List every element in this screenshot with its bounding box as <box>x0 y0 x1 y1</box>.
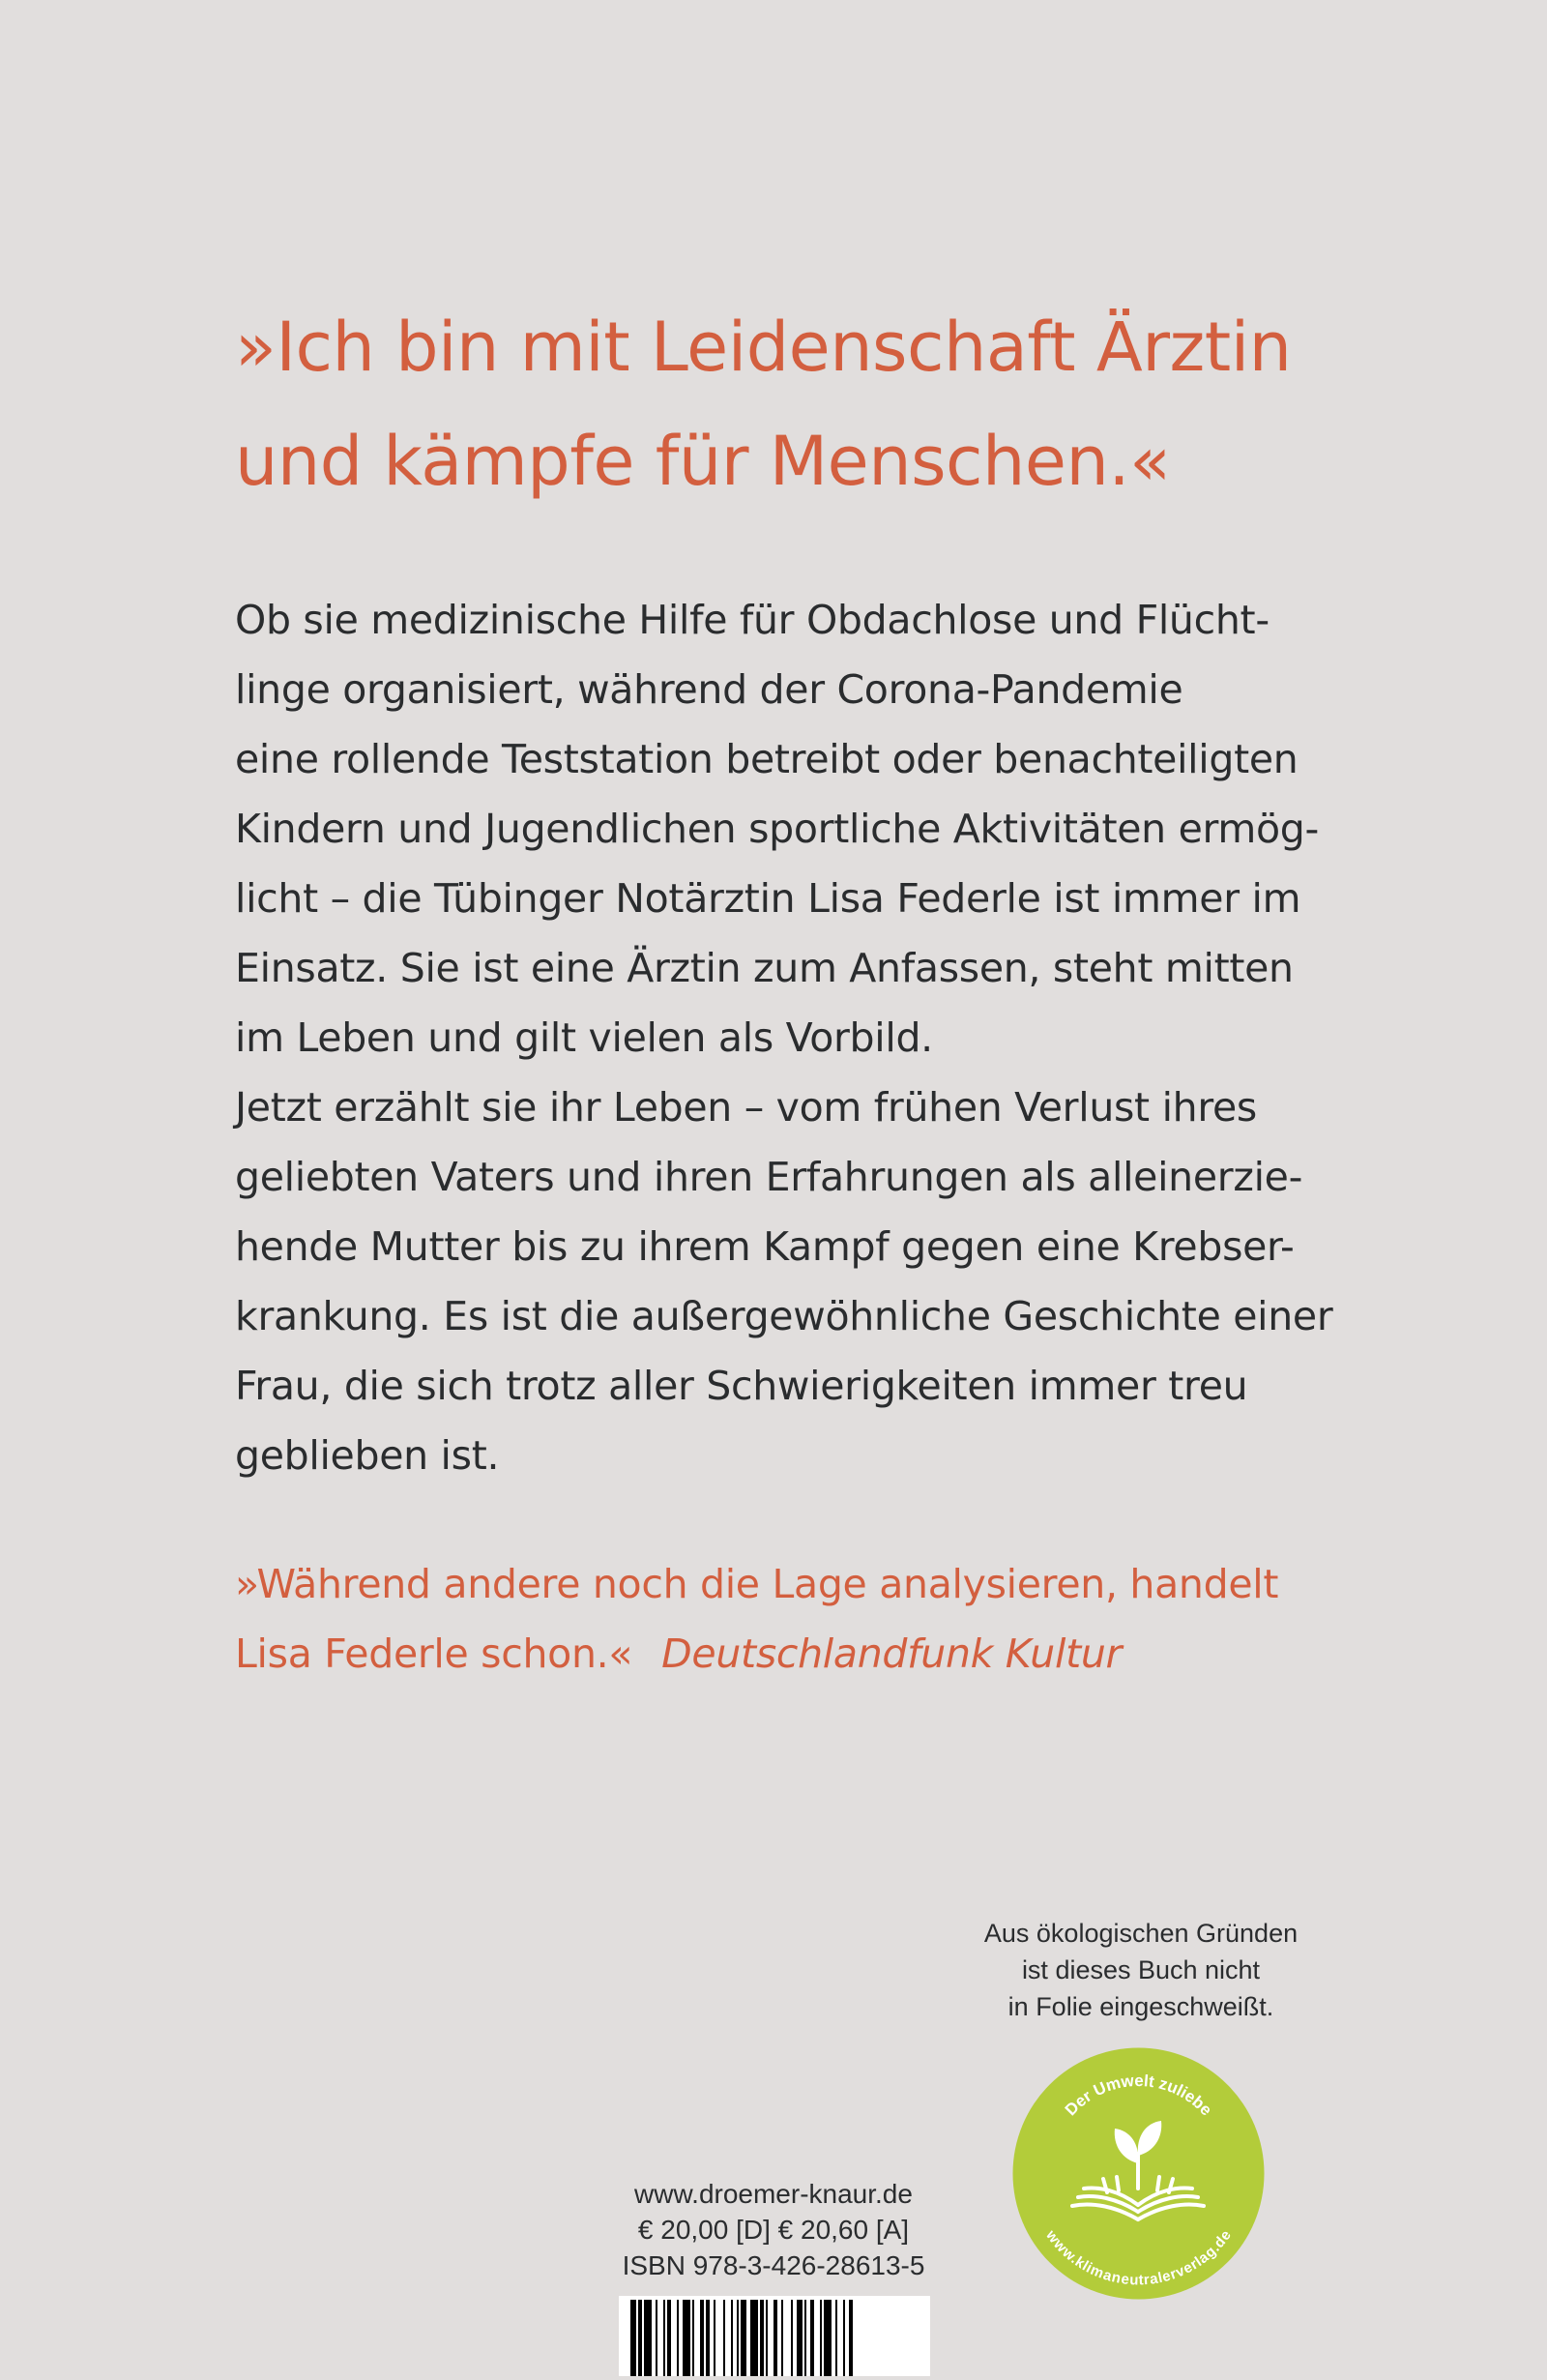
blurb-line: hende Mutter bis zu ihrem Kampf gegen eine Krebser- <box>235 1223 1295 1270</box>
press-quote-source: Deutschlandfunk Kultur <box>661 1631 1123 1677</box>
publisher-website: www.droemer-knaur.de <box>634 2179 913 2209</box>
badge-top-text: Der Umwelt zuliebe <box>1061 2071 1216 2120</box>
headline-line: und kämpfe für Menschen.« <box>235 422 1171 501</box>
press-quote-text: Lisa Federle schon.« <box>235 1631 633 1677</box>
blurb-line: Ob sie medizinische Hilfe für Obdachlose und Flücht- <box>235 597 1270 643</box>
blurb-line: Einsatz. Sie ist eine Ärztin zum Anfassen, steht mitten <box>235 945 1294 991</box>
blurb-line: Jetzt erzählt sie ihr Leben – vom frühen Verlust ihres <box>235 1084 1257 1131</box>
eco-note-line: ist dieses Buch nicht <box>1021 1955 1261 1984</box>
press-quote <box>235 1549 1347 1689</box>
barcode <box>619 2296 930 2376</box>
headline-quote <box>235 290 1444 518</box>
blurb-line: Frau, die sich trotz aller Schwierigkeiten immer treu <box>235 1363 1248 1409</box>
press-quote-line-2 <box>235 1619 1347 1689</box>
eco-note <box>928 1915 1354 2025</box>
climate-neutral-badge <box>1010 2045 1267 2302</box>
blurb-line: geblieben ist. <box>235 1432 500 1479</box>
publisher-info <box>599 2176 948 2283</box>
eco-note-line: in Folie eingeschweißt. <box>1007 1992 1274 2021</box>
headline-line: »Ich bin mit Leidenschaft Ärztin <box>235 308 1292 387</box>
price-info: € 20,00 [D] € 20,60 [A] <box>637 2215 910 2245</box>
blurb-line: Kindern und Jugendlichen sportliche Aktivitäten ermög- <box>235 806 1319 852</box>
eco-note-line: Aus ökologischen Gründen <box>983 1919 1299 1948</box>
blurb-line: im Leben und gilt vielen als Vorbild. <box>235 1014 933 1061</box>
blurb-text <box>235 585 1347 1490</box>
barcode-bars <box>619 2296 930 2376</box>
blurb-line: geliebten Vaters und ihren Erfahrungen als alleinerzie- <box>235 1154 1303 1200</box>
blurb-line: krankung. Es ist die außergewöhnliche Geschichte einer <box>235 1293 1333 1339</box>
badge-bottom-text: www.klimaneutralerverlag.de <box>1042 2227 1235 2289</box>
blurb-line: licht – die Tübinger Notärztin Lisa Federle ist immer im <box>235 875 1301 922</box>
isbn: ISBN 978-3-426-28613-5 <box>622 2250 925 2280</box>
blurb-line: linge organisiert, während der Corona-Pandemie <box>235 666 1183 713</box>
press-quote-line: »Während andere noch die Lage analysieren, handelt <box>235 1561 1279 1607</box>
blurb-line: eine rollende Teststation betreibt oder benachteiligten <box>235 736 1299 782</box>
